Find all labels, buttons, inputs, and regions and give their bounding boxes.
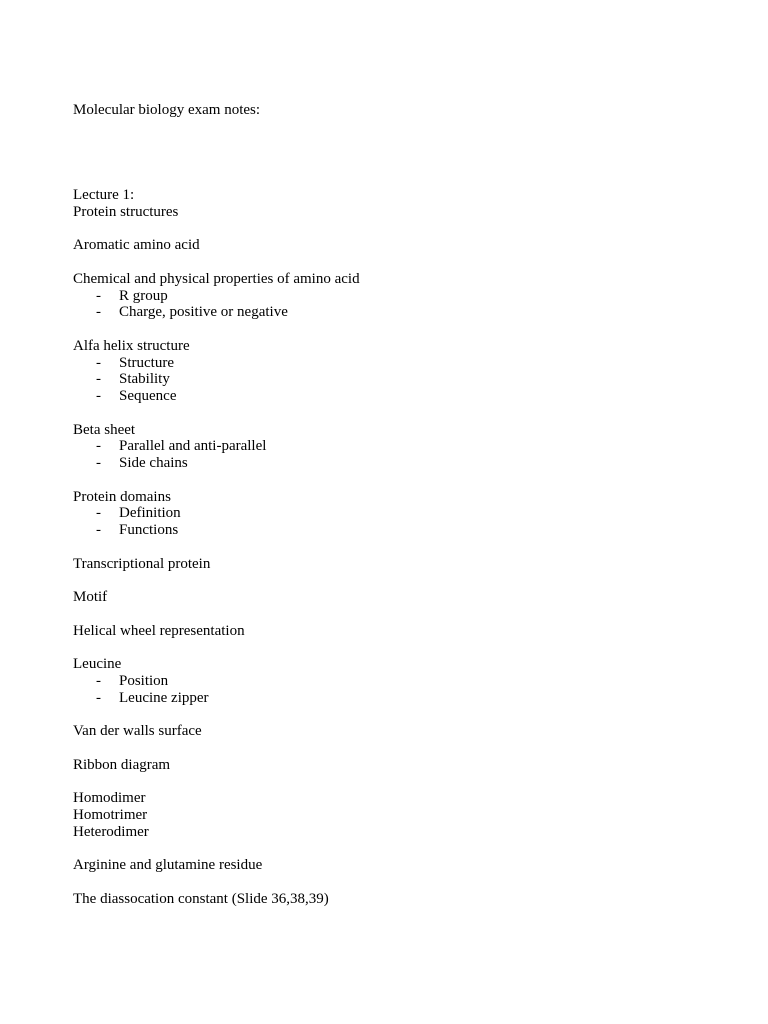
topic-aromatic: Aromatic amino acid — [73, 237, 200, 254]
list-item — [73, 288, 713, 305]
list-item-text: Definition — [119, 505, 181, 522]
bullet-dash: - — [96, 354, 101, 371]
bullet-dash: - — [96, 371, 101, 388]
topic-transcriptional: Transcriptional protein — [73, 555, 211, 572]
blank-line — [73, 321, 713, 338]
blank-line — [73, 773, 713, 790]
blank-line — [73, 874, 713, 891]
list-item — [73, 673, 713, 690]
blank-line — [73, 221, 713, 238]
list-item-text: Charge, positive or negative — [119, 304, 288, 321]
list-item-text: Position — [119, 672, 169, 689]
list-item-text: Sequence — [119, 388, 177, 404]
list-item — [73, 505, 713, 522]
topic-properties-heading: Chemical and physical properties of amino acid — [73, 270, 360, 287]
list-item-text: Side chains — [119, 455, 188, 471]
bullet-dash: - — [96, 287, 101, 304]
list-item — [73, 388, 713, 405]
topic-heterodimer: Heterodimer — [73, 823, 149, 840]
bullet-dash: - — [96, 672, 101, 689]
list-item — [73, 371, 713, 388]
bullet-dash: - — [96, 304, 101, 321]
topic-van-der-walls: Van der walls surface — [73, 723, 202, 739]
blank-line — [73, 405, 713, 422]
list-item-text: Structure — [119, 354, 174, 371]
blank-line — [73, 840, 713, 857]
topic-motif: Motif — [73, 589, 108, 605]
bullet-dash: - — [96, 388, 101, 404]
list-item-text: Leucine zipper — [119, 689, 209, 706]
topic-ribbon: Ribbon diagram — [73, 756, 171, 773]
topic-homotrimer: Homotrimer — [73, 806, 148, 823]
list-item-text: Functions — [119, 522, 179, 538]
bullet-dash: - — [96, 689, 101, 706]
bullet-dash: - — [96, 455, 101, 471]
list-item — [73, 455, 713, 472]
bullet-dash: - — [96, 438, 101, 455]
bullet-dash: - — [96, 505, 101, 522]
blank-line — [73, 254, 713, 271]
list-item-text: R group — [119, 287, 168, 304]
topic-helical-wheel: Helical wheel representation — [73, 622, 245, 639]
lecture-subheading: Protein structures — [73, 203, 179, 220]
blank-line — [73, 639, 713, 656]
list-item — [73, 438, 713, 455]
topic-arginine: Arginine and glutamine residue — [73, 857, 263, 873]
topic-beta-sheet-heading: Beta sheet — [73, 421, 136, 438]
topic-homodimer: Homodimer — [73, 790, 146, 806]
list-item-text: Stability — [119, 371, 170, 388]
blank-line — [73, 472, 713, 489]
blank-line — [73, 572, 713, 589]
bullet-dash: - — [96, 522, 101, 538]
notes-content — [73, 187, 713, 907]
topic-protein-domains-heading: Protein domains — [73, 488, 171, 505]
list-item — [73, 690, 713, 707]
blank-line — [73, 740, 713, 757]
list-item — [73, 522, 713, 539]
topic-alfa-helix-heading: Alfa helix structure — [73, 337, 190, 354]
blank-line — [73, 539, 713, 556]
lecture-heading: Lecture 1: — [73, 187, 135, 203]
list-item — [73, 355, 713, 372]
blank-line — [73, 606, 713, 623]
blank-line — [73, 706, 713, 723]
document-title: Molecular biology exam notes: — [73, 102, 261, 118]
topic-leucine-heading: Leucine — [73, 656, 122, 672]
list-item — [73, 304, 713, 321]
list-item-text: Parallel and anti-parallel — [119, 438, 267, 455]
topic-dissociation: The diassocation constant (Slide 36,38,39) — [73, 890, 329, 907]
